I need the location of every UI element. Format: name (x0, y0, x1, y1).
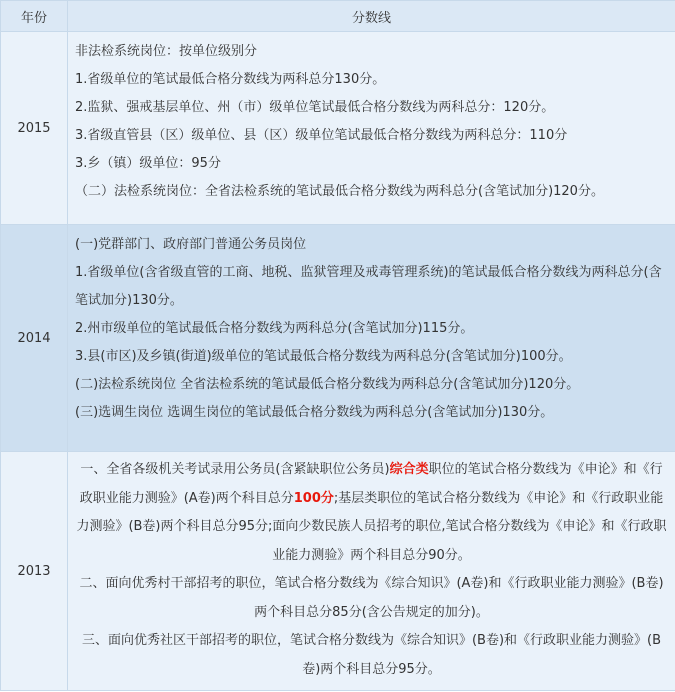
year-cell: 2014 (1, 225, 68, 452)
score-line-text: (一)党群部门、政府部门普通公务员岗位 (75, 237, 307, 252)
score-line-text: 2.监狱、强戒基层单位、州（市）级单位笔试最低合格分数线为两科总分：120分。 (75, 100, 555, 115)
table-header-row (1, 1, 675, 32)
text-segment: ;基层类职位的笔试合格分数线为《申论》和《行政职业能力测验》(B卷)两个科目总分95分;面向少数民族人员招考的职位,笔试合格分数线为《申论》和《行政职业能力测验》两个科目总分90分。 (76, 490, 667, 563)
score-line-text: 2.州市级单位的笔试最低合格分数线为两科总分(含笔试加分)115分。 (75, 321, 474, 336)
score-line-text: 1.省级单位(含省级直管的工商、地税、监狱管理及戒毒管理系统)的笔试最低合格分数线为两科总分(含笔试加分)130分。 (75, 265, 662, 308)
paragraph-3: 三、面向优秀社区干部招考的职位，笔试合格分数线为《综合知识》(B卷)和《行政职业能力测验》(B卷)两个科目总分95分。 (81, 633, 662, 677)
score-line-text: 非法检系统岗位：按单位级别分 (75, 44, 258, 59)
score-cell-2015 (68, 32, 675, 225)
year-cell: 2015 (1, 32, 68, 225)
score-cell-2014 (68, 225, 675, 452)
header-score-line: 分数线 (68, 1, 675, 32)
table-row-2013 (1, 452, 675, 691)
score-line-text: 3.省级直管县（区）级单位、县（区）级单位笔试最低合格分数线为两科总分：110分 (75, 128, 568, 143)
score-cell-2013 (68, 452, 675, 691)
table-row-2015 (1, 32, 675, 225)
table-row-2014 (1, 225, 675, 452)
header-year: 年份 (1, 1, 68, 32)
score-line-text: (三)选调生岗位 选调生岗位的笔试最低合格分数线为两科总分(含笔试加分)130分。 (75, 405, 554, 420)
text-segment: 一、全省各级机关考试录用公务员(含紧缺职位公务员) (80, 462, 390, 477)
score-line-text: 1.省级单位的笔试最低合格分数线为两科总分130分。 (75, 72, 386, 87)
score-line-text: （二）法检系统岗位：全省法检系统的笔试最低合格分数线为两科总分(含笔试加分)120分。 (75, 184, 604, 199)
text-segment: 职位的笔试合格分数线为《申论》和《行政职业能力测验》(A卷)两个科目总分 (79, 462, 663, 506)
highlight-score: 100分 (293, 490, 334, 506)
score-line-text: (二)法检系统岗位 全省法检系统的笔试最低合格分数线为两科总分(含笔试加分)120分。 (75, 377, 580, 392)
highlight-category: 综合类 (389, 462, 429, 477)
paragraph-2: 二、面向优秀村干部招考的职位，笔试合格分数线为《综合知识》(A卷)和《行政职业能力测验》(B卷)两个科目总分85分(含公告规定的加分)。 (79, 576, 664, 620)
score-line-text: 3.县(市区)及乡镇(街道)级单位的笔试最低合格分数线为两科总分(含笔试加分)100分。 (75, 349, 572, 364)
year-cell: 2013 (1, 452, 68, 691)
score-line-text: 3.乡（镇）级单位：95分 (75, 156, 221, 171)
paragraph-1 (76, 456, 667, 570)
